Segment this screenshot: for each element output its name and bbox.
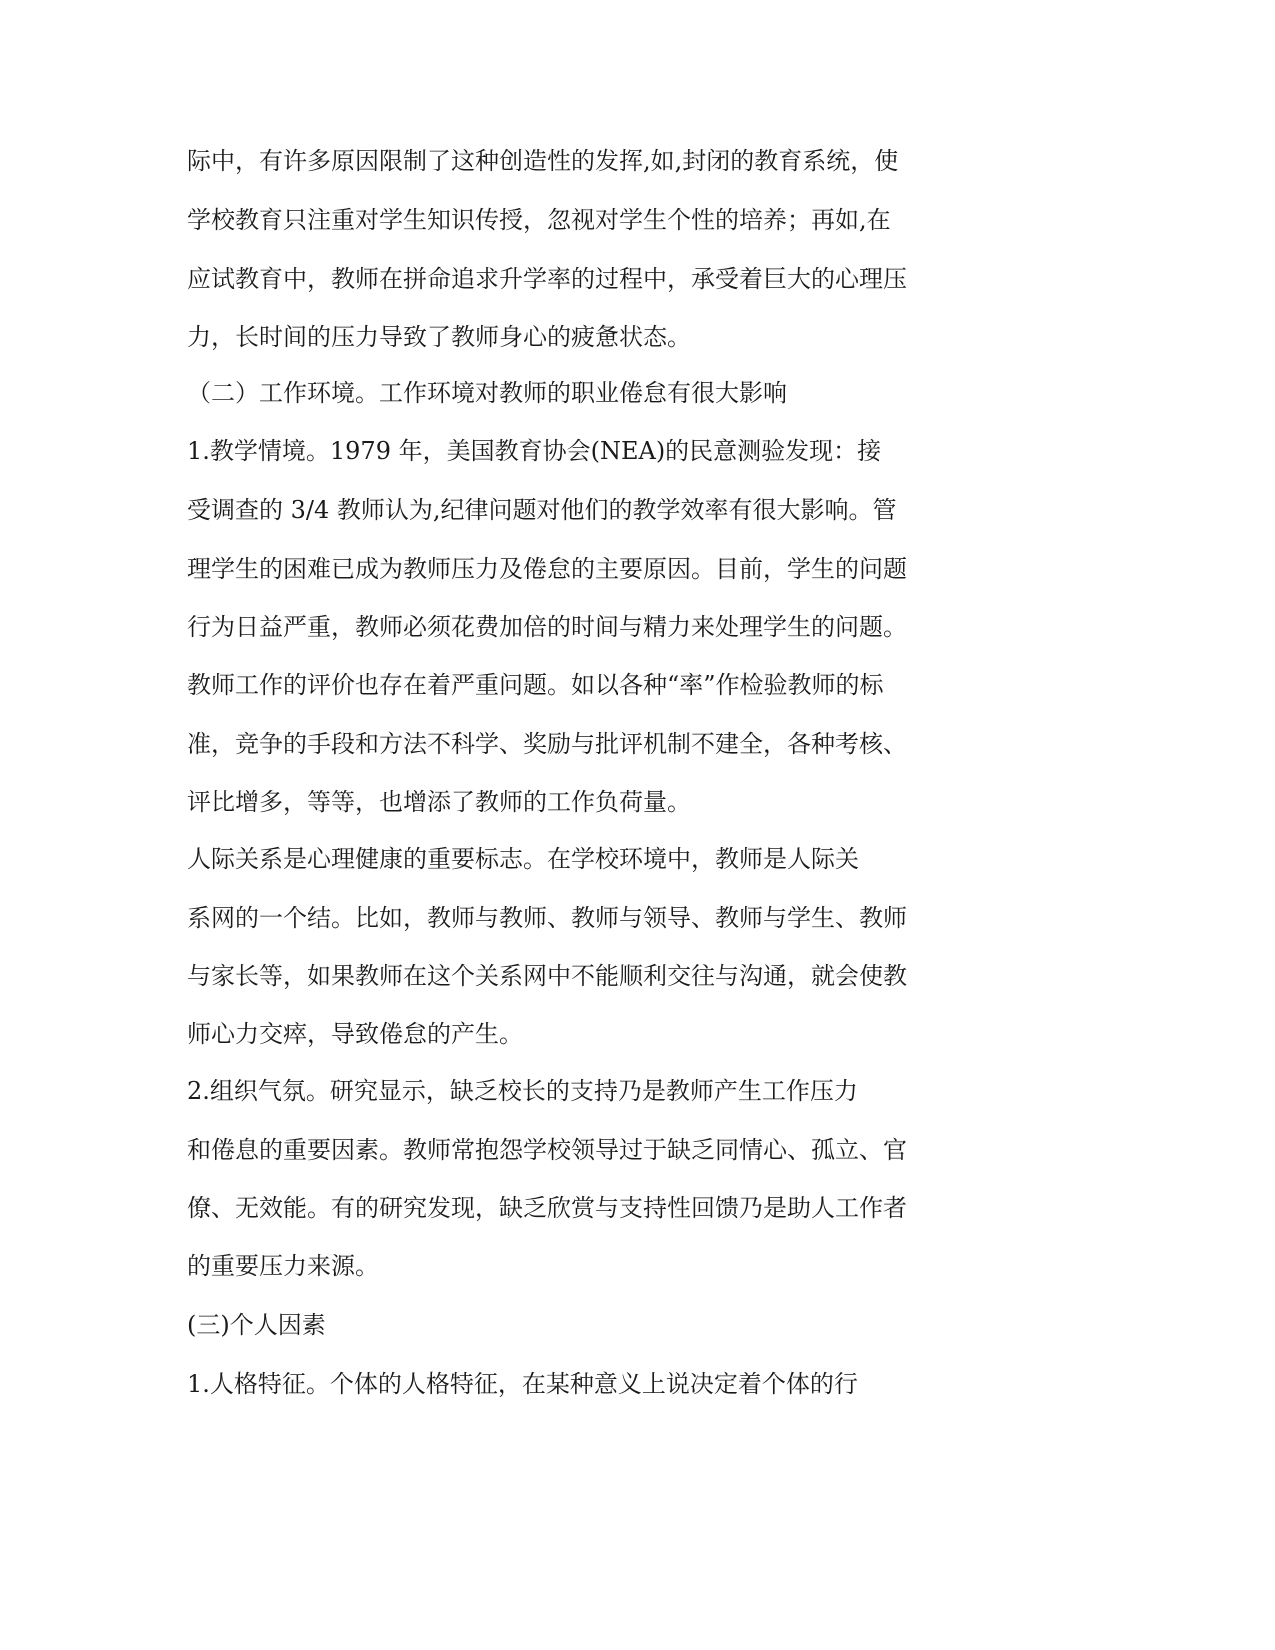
text-line: 1.人格特征。个体的人格特征，在某种意义上说决定着个体的行 (187, 1370, 858, 1398)
section-heading: （二）工作环境。工作环境对教师的职业倦怠有很大影响 (187, 379, 787, 407)
text-line: 的重要压力来源。 (187, 1252, 379, 1280)
text-line: 准，竞争的手段和方法不科学、奖励与批评机制不建全，各种考核、 (187, 730, 907, 758)
text-line: 与家长等，如果教师在这个关系网中不能顺利交往与沟通，就会使教 (187, 962, 907, 990)
text-line: 力，长时间的压力导致了教师身心的疲惫状态。 (187, 323, 691, 351)
text-line: 人际关系是心理健康的重要标志。在学校环境中，教师是人际关 (187, 845, 859, 873)
text-line: 行为日益严重，教师必须花费加倍的时间与精力来处理学生的问题。 (187, 613, 907, 641)
text-line: 1.教学情境。1979 年，美国教育协会(NEA)的民意测验发现：接 (187, 437, 882, 465)
text-line: 学校教育只注重对学生知识传授，忽视对学生个性的培养；再如,在 (187, 206, 891, 234)
text-line: 系网的一个结。比如，教师与教师、教师与领导、教师与学生、教师 (187, 904, 907, 932)
text-line: 2.组织气氛。研究显示，缺乏校长的支持乃是教师产生工作压力 (187, 1077, 858, 1105)
text-line: 和倦息的重要因素。教师常抱怨学校领导过于缺乏同情心、孤立、官 (187, 1136, 907, 1164)
section-heading: (三)个人因素 (187, 1311, 326, 1339)
text-line: 际中，有许多原因限制了这种创造性的发挥,如,封闭的教育系统，使 (187, 147, 899, 175)
text-line: 教师工作的评价也存在着严重问题。如以各种“率”作检验教师的标 (187, 671, 884, 699)
text-line: 评比增多，等等，也增添了教师的工作负荷量。 (187, 788, 691, 816)
text-line: 应试教育中，教师在拼命追求升学率的过程中，承受着巨大的心理压 (187, 265, 907, 293)
text-line: 受调查的 3/4 教师认为,纪律问题对他们的教学效率有很大影响。管 (187, 496, 897, 524)
text-line: 僚、无效能。有的研究发现，缺乏欣赏与支持性回馈乃是助人工作者 (187, 1194, 907, 1222)
text-line: 师心力交瘁，导致倦怠的产生。 (187, 1020, 523, 1048)
text-line: 理学生的困难已成为教师压力及倦怠的主要原因。目前，学生的问题 (187, 555, 907, 583)
